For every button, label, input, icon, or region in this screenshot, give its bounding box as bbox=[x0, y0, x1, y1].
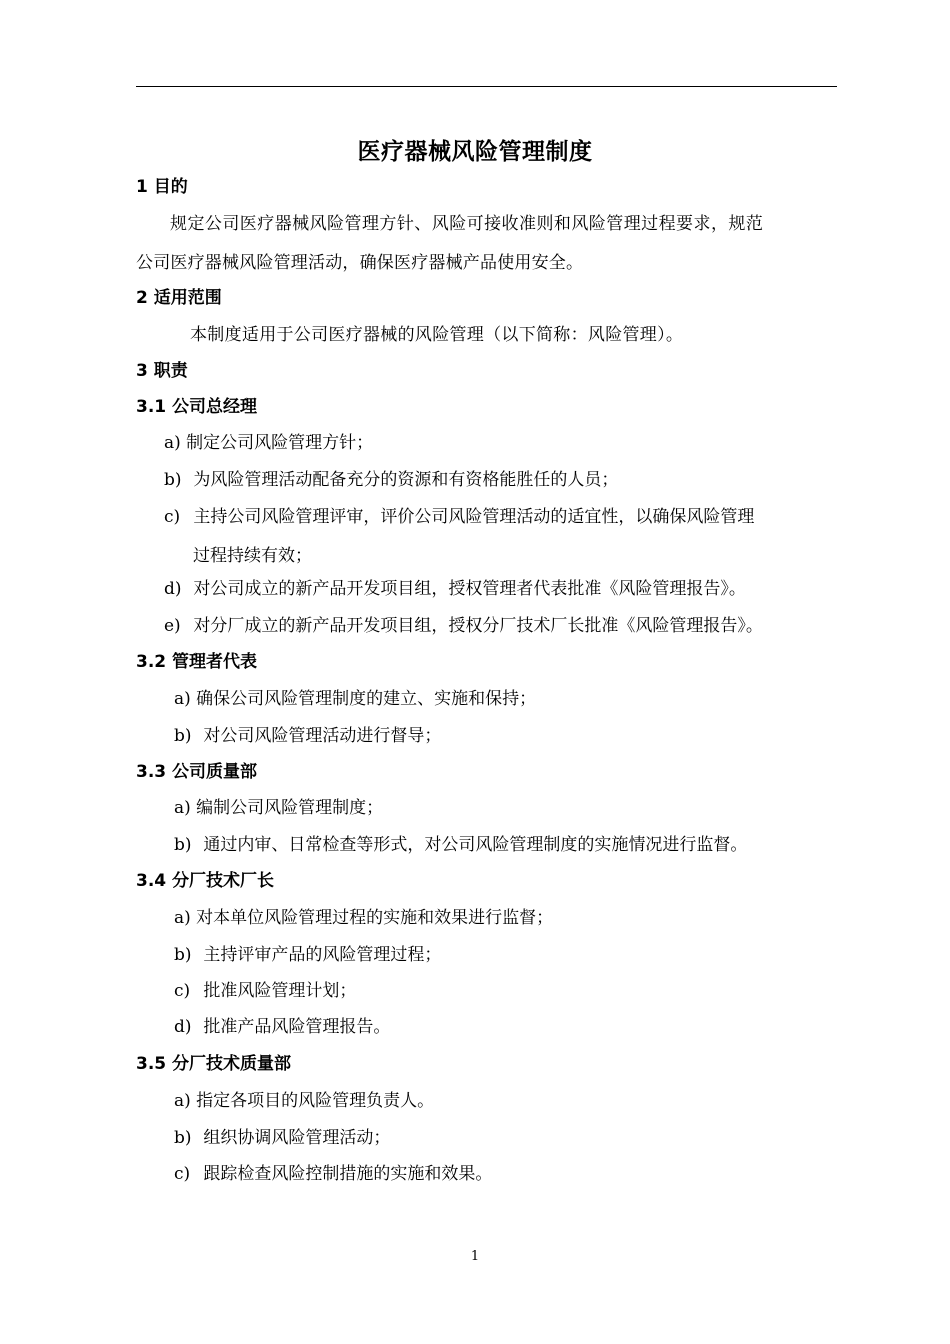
list-text: 对分厂成立的新产品开发项目组，授权分厂技术厂长批准《风险管理报告》。 bbox=[193, 616, 763, 636]
list-text: 主持评审产品的风险管理过程； bbox=[203, 945, 442, 965]
section-heading-1: 1 目的 bbox=[136, 177, 188, 197]
list-text: 为风险管理活动配备充分的资源和有资格能胜任的人员； bbox=[193, 470, 619, 490]
list-text: 通过内审、日常检查等形式，对公司风险管理制度的实施情况进行监督。 bbox=[203, 835, 748, 855]
paragraph-line: 本制度适用于公司医疗器械的风险管理（以下简称：风险管理）。 bbox=[190, 325, 684, 345]
list-text: 对公司风险管理活动进行督导； bbox=[203, 726, 442, 746]
subsection-heading-3-3: 3.3 公司质量部 bbox=[136, 762, 258, 782]
list-item-continuation: 过程持续有效； bbox=[193, 546, 312, 566]
list-item bbox=[174, 1015, 390, 1039]
subsection-heading-3-5: 3.5 分厂技术质量部 bbox=[136, 1054, 292, 1074]
list-item bbox=[164, 505, 754, 529]
list-item bbox=[164, 614, 763, 638]
list-item bbox=[174, 943, 441, 967]
list-label: c) bbox=[174, 1164, 191, 1184]
list-item bbox=[164, 577, 746, 601]
list-text: 对公司成立的新产品开发项目组，授权管理者代表批准《风险管理报告》。 bbox=[193, 579, 746, 599]
list-item: a) 指定各项目的风险管理负责人。 bbox=[174, 1091, 435, 1111]
list-item bbox=[174, 979, 356, 1003]
list-item bbox=[174, 1126, 390, 1150]
subsection-heading-3-1: 3.1 公司总经理 bbox=[136, 397, 258, 417]
paragraph-line: 公司医疗器械风险管理活动，确保医疗器械产品使用安全。 bbox=[136, 253, 584, 273]
list-label: b) bbox=[174, 835, 192, 855]
paragraph-line: 规定公司医疗器械风险管理方针、风险可接收准则和风险管理过程要求，规范 bbox=[170, 214, 764, 234]
list-label: d) bbox=[164, 579, 182, 599]
section-heading-3: 3 职责 bbox=[136, 361, 188, 381]
list-label: b) bbox=[174, 945, 192, 965]
list-item: a) 对本单位风险管理过程的实施和效果进行监督； bbox=[174, 908, 554, 928]
list-item bbox=[174, 724, 441, 748]
list-item bbox=[174, 1162, 492, 1186]
list-label: c) bbox=[174, 981, 191, 1001]
list-label: d) bbox=[174, 1017, 192, 1037]
list-item: a) 编制公司风险管理制度； bbox=[174, 798, 384, 818]
list-item: a) 确保公司风险管理制度的建立、实施和保持； bbox=[174, 689, 537, 709]
list-item: a) 制定公司风险管理方针； bbox=[164, 433, 374, 453]
list-label: e) bbox=[164, 616, 181, 636]
list-item bbox=[174, 833, 747, 857]
list-text: 批准风险管理计划； bbox=[203, 981, 357, 1001]
subsection-heading-3-4: 3.4 分厂技术厂长 bbox=[136, 871, 275, 891]
list-text: 主持公司风险管理评审，评价公司风险管理活动的适宜性，以确保风险管理 bbox=[193, 507, 755, 527]
page-number: 1 bbox=[470, 1249, 480, 1264]
subsection-heading-3-2: 3.2 管理者代表 bbox=[136, 652, 258, 672]
list-label: b) bbox=[164, 470, 182, 490]
list-text: 跟踪检查风险控制措施的实施和效果。 bbox=[203, 1164, 493, 1184]
list-label: b) bbox=[174, 726, 192, 746]
list-text: 组织协调风险管理活动； bbox=[203, 1128, 391, 1148]
document-title: 医疗器械风险管理制度 bbox=[357, 139, 593, 165]
list-text: 批准产品风险管理报告。 bbox=[203, 1017, 391, 1037]
list-item bbox=[164, 468, 618, 492]
header-rule bbox=[136, 86, 837, 87]
section-heading-2: 2 适用范围 bbox=[136, 288, 222, 308]
list-label: c) bbox=[164, 507, 181, 527]
list-label: b) bbox=[174, 1128, 192, 1148]
